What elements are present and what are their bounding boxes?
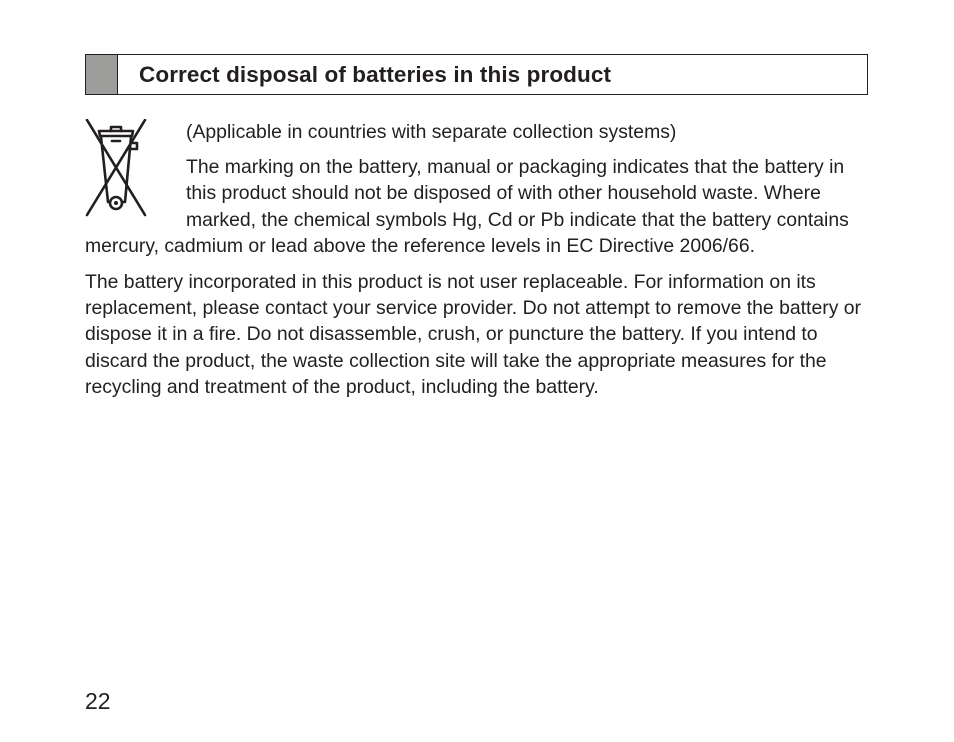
page-number: 22 bbox=[85, 688, 111, 714]
section-header bbox=[85, 54, 868, 95]
section-header-tab bbox=[86, 55, 118, 94]
applicable-note: (Applicable in countries with separate collection systems) bbox=[186, 121, 677, 143]
marking-paragraph: The marking on the battery, manual or packaging indicates that the battery in this product should not be disposed of with other household waste. Where marked, the chemical symbols Hg, Cd or Pb indicate that the battery contains mercury, cadmium or lead above the reference levels in EC Directive 2006/66. bbox=[85, 156, 849, 257]
crossed-out-wheelie-bin-icon bbox=[85, 119, 147, 219]
body-content bbox=[85, 119, 871, 400]
section-title: Correct disposal of batteries in this product bbox=[139, 61, 612, 87]
replacement-paragraph: The battery incorporated in this product is not user replaceable. For information on its replacement, please contact your service provider. Do not attempt to remove the battery or dispose it in a fire. Do not disassemble, crush, or puncture the battery. If you intend to discard the product, the waste collection site will take the appropriate measures for the recycling and treatment of the product, including the battery. bbox=[85, 271, 862, 398]
